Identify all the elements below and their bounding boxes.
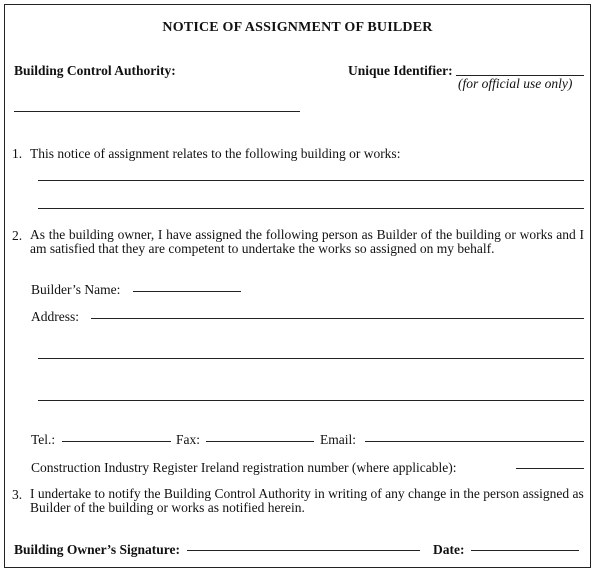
builders-name-label: Builder’s Name: [31,282,121,297]
building-works-line-1[interactable] [38,180,584,181]
email-label: Email: [320,432,356,447]
form-title: NOTICE OF ASSIGNMENT OF BUILDER [162,20,433,35]
fax-field[interactable] [206,441,314,442]
item2-text: As the building owner, I have assigned the following person as Builder of the building or works and I am satisfied that they are competent to undertake the works so assigned on my behalf. [30,227,584,256]
date-field[interactable] [471,550,579,551]
unique-identifier-label: Unique Identifier: [348,63,453,78]
address-label: Address: [31,309,79,324]
builders-name-field[interactable] [133,291,241,292]
official-use-note: (for official use only) [458,76,573,91]
item3-text: I undertake to notify the Building Control Authority in writing of any change in the person assigned as Builder of the building or works as notified herein. [30,486,584,515]
item1-number: 1. [12,146,23,161]
cirl-registration-field[interactable] [516,468,584,469]
owner-signature-label: Building Owner’s Signature: [14,542,181,557]
fax-label: Fax: [176,432,201,447]
item1-text: This notice of assignment relates to the following building or works: [30,146,401,161]
address-line-1[interactable] [91,318,584,319]
address-line-3[interactable] [38,400,584,401]
building-control-authority-field[interactable] [14,111,300,112]
address-line-2[interactable] [38,358,584,359]
cirl-registration-label: Construction Industry Register Ireland registration number (where applicable): [31,460,457,475]
item2-number: 2. [12,228,23,243]
tel-label: Tel.: [31,432,56,447]
building-control-authority-label: Building Control Authority: [14,63,176,78]
building-works-line-2[interactable] [38,208,584,209]
owner-signature-field[interactable] [187,550,420,551]
item3-number: 3. [12,487,23,502]
email-field[interactable] [365,441,584,442]
tel-field[interactable] [62,441,171,442]
date-label: Date: [433,542,465,557]
